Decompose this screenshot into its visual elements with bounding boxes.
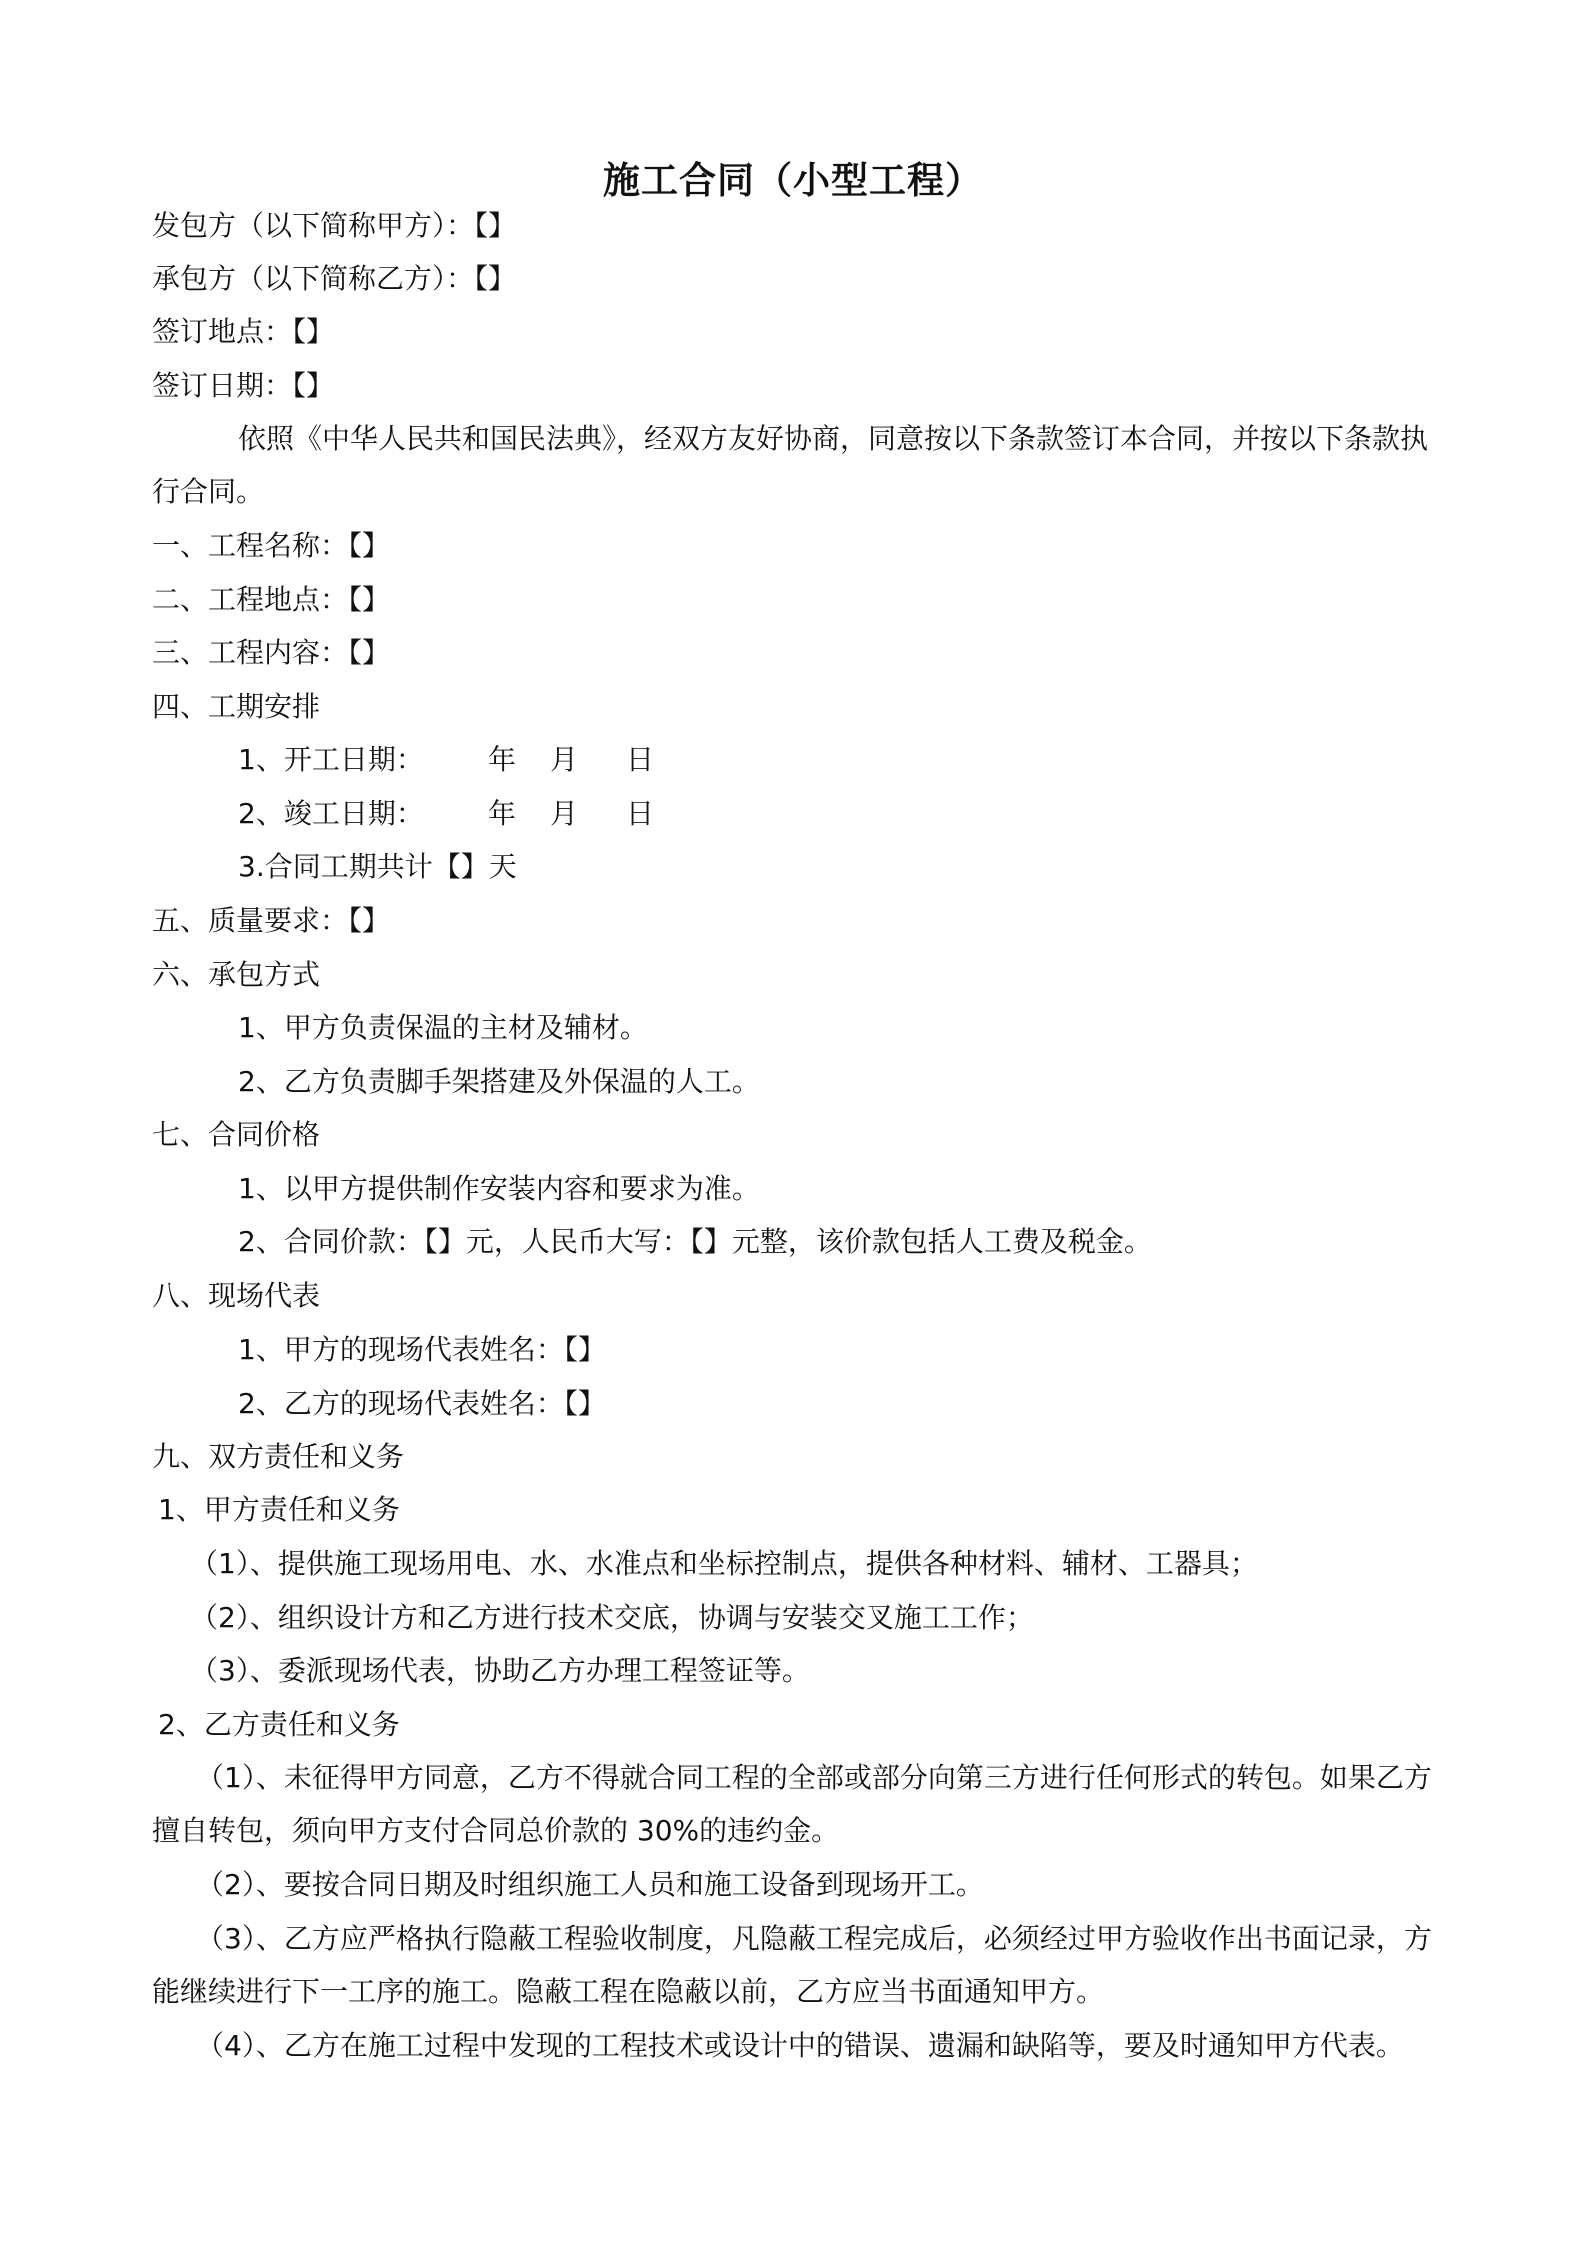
section-8-item-1: 1、甲方的现场代表姓名：【】 bbox=[238, 1333, 606, 1366]
party-b-duty-2: （2）、要按合同日期及时组织施工人员和施工设备到现场开工。 bbox=[196, 1868, 984, 1901]
start-date-row bbox=[238, 740, 654, 780]
intro-text: 依照《中华人民共和国民法典》，经双方友好协商，同意按以下条款签订本合同，并按以下条款执行合同。 bbox=[152, 422, 1429, 508]
end-month-unit: 月 bbox=[550, 797, 579, 830]
section-7-item-2: 2、合同价款：【】元，人民币大写：【】元整，该价款包括人工费及税金。 bbox=[238, 1225, 1152, 1258]
party-b-duty-4: （4）、乙方在施工过程中发现的工程技术或设计中的错误、遗漏和缺陷等，要及时通知甲方代表。 bbox=[196, 2029, 1404, 2062]
intro-paragraph bbox=[152, 412, 1442, 518]
sign-date-line: 签订日期：【】 bbox=[152, 369, 335, 402]
party-a-duties-heading: 1、甲方责任和义务 bbox=[158, 1493, 400, 1526]
start-year-unit: 年 bbox=[488, 743, 517, 776]
section-5-quality: 五、质量要求：【】 bbox=[152, 904, 391, 937]
party-b-line: 承包方（以下简称乙方）：【】 bbox=[152, 262, 517, 295]
section-7-price: 七、合同价格 bbox=[152, 1118, 321, 1151]
start-date-label: 1、开工日期： bbox=[238, 743, 424, 776]
party-a-line: 发包方（以下简称甲方）：【】 bbox=[152, 209, 517, 242]
start-day-unit: 日 bbox=[626, 743, 655, 776]
party-b-duty-1-text: （1）、未征得甲方同意，乙方不得就合同工程的全部或部分向第三方进行任何形式的转包。如果乙方擅自转包，须向甲方支付合同总价款的 30%的违约金。 bbox=[152, 1761, 1432, 1847]
party-a-duty-3: （3）、委派现场代表，协助乙方办理工程签证等。 bbox=[190, 1654, 810, 1687]
end-date-label: 2、竣工日期： bbox=[238, 797, 424, 830]
section-6-contract-method: 六、承包方式 bbox=[152, 958, 321, 991]
sign-place-line: 签订地点：【】 bbox=[152, 315, 335, 348]
section-8-site-reps: 八、现场代表 bbox=[152, 1279, 321, 1312]
party-b-duty-3-text: （3）、乙方应严格执行隐蔽工程验收制度，凡隐蔽工程完成后，必须经过甲方验收作出书面记录，方能继续进行下一工序的施工。隐蔽工程在隐蔽以前，乙方应当书面通知甲方。 bbox=[152, 1922, 1432, 2008]
end-year-unit: 年 bbox=[488, 797, 517, 830]
party-a-duty-1: （1）、提供施工现场用电、水、水准点和坐标控制点，提供各种材料、辅材、工器具； bbox=[190, 1547, 1258, 1580]
section-8-item-2: 2、乙方的现场代表姓名：【】 bbox=[238, 1387, 606, 1420]
end-day-unit: 日 bbox=[626, 797, 655, 830]
section-4-schedule: 四、工期安排 bbox=[152, 690, 321, 723]
section-2-project-location: 二、工程地点：【】 bbox=[152, 583, 391, 616]
start-month-unit: 月 bbox=[550, 743, 579, 776]
party-b-duties-heading: 2、乙方责任和义务 bbox=[158, 1708, 400, 1741]
party-b-duty-1 bbox=[152, 1751, 1442, 1857]
end-date-row bbox=[238, 794, 654, 834]
section-6-item-1: 1、甲方负责保温的主材及辅材。 bbox=[238, 1011, 648, 1044]
section-7-item-1: 1、以甲方提供制作安装内容和要求为准。 bbox=[238, 1172, 760, 1205]
page-title: 施工合同（小型工程） bbox=[603, 159, 983, 202]
section-6-item-2: 2、乙方负责脚手架搭建及外保温的人工。 bbox=[238, 1065, 760, 1098]
section-3-project-content: 三、工程内容：【】 bbox=[152, 636, 391, 669]
section-9-responsibilities: 九、双方责任和义务 bbox=[152, 1440, 405, 1473]
section-1-project-name: 一、工程名称：【】 bbox=[152, 529, 391, 562]
party-b-duty-3 bbox=[152, 1912, 1442, 2018]
total-duration-line: 3.合同工期共计【】天 bbox=[238, 850, 517, 883]
party-a-duty-2: （2）、组织设计方和乙方进行技术交底，协调与安装交叉施工工作； bbox=[190, 1601, 1034, 1634]
